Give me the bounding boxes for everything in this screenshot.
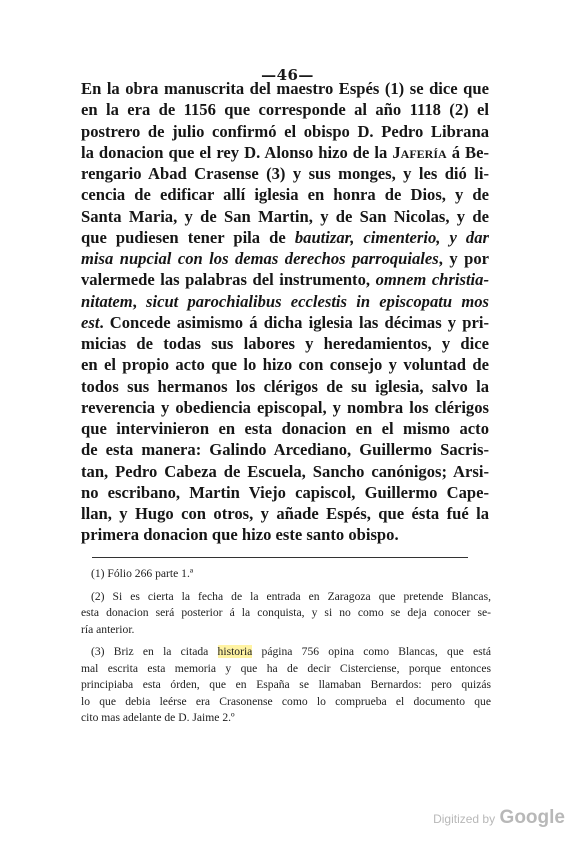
text-run: cencia de edificar allí iglesia en honra de Dios, y de (81, 185, 489, 205)
text-run: postrero de julio confirmó el obispo D. Pedro Librana (81, 121, 489, 141)
body-line (81, 503, 489, 524)
text-run: que intervinieron en esta donacion en el mismo acto (81, 419, 489, 438)
body-line (81, 99, 489, 120)
text-run: (1) Fólio 266 parte 1.ª (91, 567, 194, 580)
text-run: , y por (438, 249, 489, 268)
text-run: nitatem (81, 291, 133, 311)
footnote (81, 566, 491, 583)
body-line (81, 439, 489, 460)
text-run: Santa Maria, y de San Martin, y de San Nicolas, y de (81, 206, 489, 226)
footnote-line (81, 710, 491, 727)
body-line (81, 397, 489, 418)
text-run: la donacion que el rey D. Alonso hizo de la (81, 142, 393, 162)
footnote-line (81, 622, 491, 639)
text-run: principiaba esta órden, que en España se llamaban Bernardos: pero quizás (81, 678, 491, 691)
body-line (81, 227, 489, 248)
text-run: misa nupcial con los demas derechos parroquiales (81, 249, 439, 268)
body-line (81, 163, 489, 184)
body-line (81, 291, 489, 312)
footnote-line (81, 605, 491, 622)
text-run: lo que debia leérse era Crasonense como lo comprueba el documento que (81, 694, 491, 708)
text-run: bautizar, cimenterio, y dar (294, 227, 489, 247)
body-line (81, 248, 489, 269)
text-run: est (81, 312, 100, 332)
footnote-line (81, 589, 491, 606)
text-run: historia (217, 645, 253, 658)
footnote-line (81, 677, 491, 694)
text-run: á Be- (446, 142, 489, 162)
footnote-line (81, 661, 491, 678)
footnote (81, 644, 491, 727)
text-run: de esta manera: Galindo Arcediano, Guillermo Sacris- (81, 440, 489, 460)
body-line (81, 78, 489, 99)
text-run: en la era de 1156 que corresponde al año 1118 (2) el (81, 100, 489, 120)
text-run: en el propio acto que lo hizo con consejo y voluntad de (81, 355, 489, 375)
watermark-prefix: Digitized by (433, 812, 496, 826)
text-run: valermede las palabras del instrumento, (81, 270, 376, 290)
body-line (81, 482, 489, 503)
text-run: no escribano, Martin Viejo capiscol, Guillermo Cape- (81, 482, 489, 502)
watermark-brand: Google (499, 807, 565, 828)
footnote-rule (92, 557, 468, 558)
body-text (81, 78, 489, 546)
text-run: Jafería (392, 142, 447, 162)
footnotes (81, 566, 491, 733)
text-run: . Concede asimismo á dicha iglesia las décimas y pri- (99, 312, 489, 332)
footnote (81, 589, 491, 639)
text-run: (3) Briz en la citada (91, 645, 218, 658)
text-run: tan, Pedro Cabeza de Escuela, Sancho canónigos; Arsi- (81, 461, 489, 481)
text-run: rengario Abad Crasense (3) y sus monges, y les dió li- (81, 164, 489, 183)
text-run: sicut parochialibus ecclestis in episcopatu mos (146, 291, 489, 311)
body-line (81, 418, 489, 439)
body-line (81, 142, 489, 163)
text-run: (2) Si es cierta la fecha de la entrada en Zaragoza que pretende Blancas, (91, 589, 491, 603)
body-line (81, 354, 489, 375)
digitized-by-google-watermark (420, 807, 565, 829)
text-run: que pudiesen tener pila de (81, 227, 295, 247)
body-line (81, 333, 489, 354)
body-line (81, 376, 489, 397)
text-run: micias de todas sus labores y heredamientos, y dice (81, 334, 489, 353)
footnote-line (81, 566, 491, 583)
text-run: omnem christia- (375, 270, 489, 290)
text-run: página 756 opina como Blancas, que está (252, 645, 491, 658)
text-run: todos sus hermanos los clérigos de su iglesia, salvo la (81, 376, 489, 396)
body-line (81, 121, 489, 142)
footnote-line (81, 694, 491, 711)
text-run: En la obra manuscrita del maestro Espés (1) se dice que (81, 79, 489, 98)
body-line (81, 524, 489, 545)
page-number: —46— (261, 66, 314, 84)
body-line (81, 184, 489, 205)
text-run: primera donacion que hizo este santo obispo. (81, 525, 399, 545)
footnote-line (81, 644, 491, 661)
body-line (81, 206, 489, 227)
body-line (81, 269, 489, 290)
body-line (81, 312, 489, 333)
text-run: cito mas adelante de D. Jaime 2.º (81, 711, 235, 724)
text-run: mal escrita esta memoria y que ha de decir Cisterciense, porque entonces (81, 661, 491, 675)
text-run: esta donacion será posterior á la conquista, y si no como se deja conocer se- (81, 606, 491, 619)
text-run: , (132, 291, 147, 311)
body-line (81, 461, 489, 482)
text-run: llan, y Hugo con otros, y añade Espés, que ésta fué la (81, 504, 489, 523)
text-run: reverencia y obediencia episcopal, y nombra los clérigos (81, 397, 489, 417)
text-run: ría anterior. (81, 622, 135, 636)
